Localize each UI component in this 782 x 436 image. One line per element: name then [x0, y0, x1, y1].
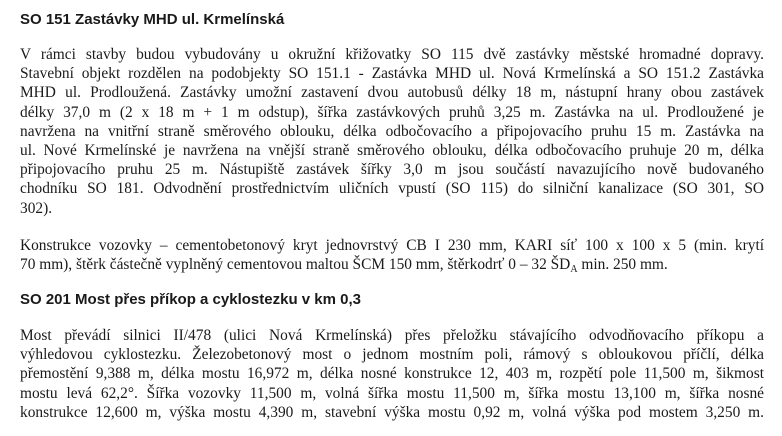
- text-line: V rámci stavby budou vybudovány u okružní křižovatky SO 115 dvě zastávky městské hromadné dopravy.: [20, 46, 764, 63]
- text-line: délky 37,0 m (2 x 18 m + 1 m odstup), šířka zastávkových pruhů 3,25 m. Zastávka na ul. Prodloužené je: [20, 103, 764, 121]
- text-line: MHD ul. Prodloužená. Zastávky umožní zastavení dvou autobusů délky 18 m, nástupní hrany obou zastávek: [20, 84, 764, 102]
- text-line: [20, 255, 764, 274]
- text-line: přemostění 9,388 m, délka mostu 16,972 m, délka nosné konstrukce 12, 403 m, rozpětí pole 11,500 m, šikmost: [20, 365, 764, 383]
- text-line: Stavební objekt rozdělen na podobjekty SO 151.1 - Zastávka MHD ul. Nová Krmelínská a SO 151.2 Zastávka: [20, 65, 764, 83]
- text-line: navržena na vnitřní straně směrového oblouku, délka odbočovacího a připojovacího pruhu 15 m. Zastávka na: [20, 122, 764, 140]
- paragraph-so151-pavement: [20, 236, 764, 274]
- text-line: připojovacího pruhu 25 m. Nástupiště zastávek šířky 3,0 m jsou součástí navazujícího nově budovaného: [20, 161, 764, 179]
- paragraph-so151-description: [20, 45, 764, 218]
- text-line: chodníku SO 181. Odvodnění prostřednictvím uličních vpustí (SO 115) do silniční kanalizace (SO 301, SO: [20, 180, 764, 198]
- subscript: A: [570, 264, 578, 276]
- text-line: 302).: [20, 199, 53, 217]
- text-line: ul. Nové Krmelínské je navržena na vnější straně směrového oblouku, délka odbočovacího pruhuje 20 m, délka: [20, 142, 764, 160]
- text-line: mostu levá 62,2°. Šířka vozovky 11,500 m, volná šířka mostu 11,500 m, šířka mostu 13,100 m, šířka nosné: [20, 384, 764, 402]
- text-fragment: min. 250 mm.: [577, 256, 668, 274]
- paragraph-so201-description: [20, 326, 764, 422]
- text-line: výhledovou cyklostezku. Železobetonový most o jednom mostním poli, rámový s obloukovou příčlí, délka: [20, 346, 764, 364]
- text-line: Konstrukce vozovky – cementobetonový kryt jednovrstvý CB I 230 mm, KARI síť 100 x 100 x 5 (min. krytí: [20, 237, 764, 254]
- section-heading-so201: SO 201 Most přes příkop a cyklostezku v km 0,3: [20, 291, 361, 308]
- section-heading-so151: SO 151 Zastávky MHD ul. Krmelínská: [20, 11, 285, 28]
- text-line: Most převádí silnici II/478 (ulici Nová Krmelínská) přes přeložku stávajícího odvodňovacího příkopu a: [20, 327, 764, 344]
- text-line: konstrukce 12,600 m, výška mostu 4,390 m, stavební výška mostu 0,92 m, volná výška pod mostem 3,250 m.: [20, 403, 764, 421]
- text-fragment: 70 mm), štěrk částečně vyplněný cementovou maltou ŠCM 150 mm, štěrkodrť 0 – 32 ŠD: [20, 256, 571, 274]
